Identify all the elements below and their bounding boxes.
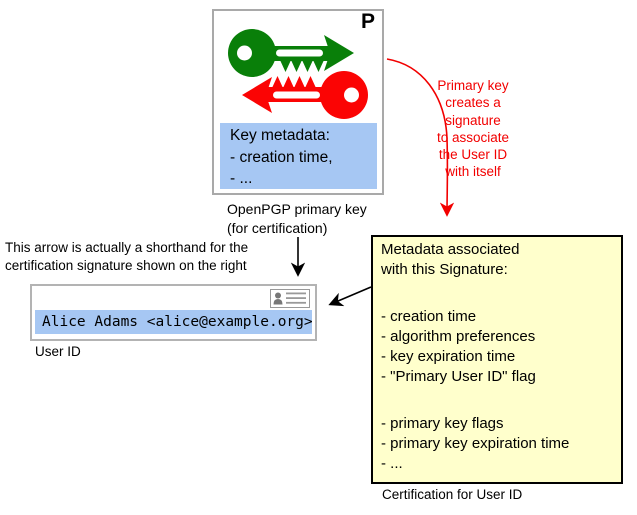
certification-group1 bbox=[381, 307, 613, 387]
certification-title-line: with this Signature: bbox=[381, 261, 508, 278]
primary-key-caption-line2: (for certification) bbox=[227, 220, 328, 236]
certification-item: - algorithm preferences bbox=[381, 328, 536, 345]
red-key-icon bbox=[242, 71, 368, 119]
certification-item: - key expiration time bbox=[381, 348, 516, 365]
user-id-caption: User ID bbox=[35, 344, 81, 359]
certification-link-arrow bbox=[331, 287, 371, 304]
certification-item: - "Primary User ID" flag bbox=[381, 368, 536, 385]
certification-item: - primary key expiration time bbox=[381, 435, 570, 452]
certification-group2 bbox=[381, 414, 613, 474]
certification-caption: Certification for User ID bbox=[382, 487, 523, 502]
green-key-icon bbox=[228, 29, 354, 77]
primary-key-badge: P bbox=[360, 10, 375, 33]
certification-item: - primary key flags bbox=[381, 415, 504, 432]
primary-key-caption bbox=[227, 200, 367, 238]
key-metadata-line: - creation time, bbox=[230, 148, 333, 166]
key-pair-graphic bbox=[214, 11, 382, 123]
certification-item: - ... bbox=[381, 455, 403, 472]
key-metadata-line: - ... bbox=[230, 170, 253, 187]
user-id-box bbox=[30, 284, 317, 341]
shorthand-note bbox=[5, 239, 248, 274]
self-signature-note-line: creates a bbox=[445, 95, 501, 111]
certification-title-line: Metadata associated bbox=[381, 241, 520, 258]
self-signature-note-line: Primary key bbox=[437, 78, 509, 93]
shorthand-note-line: certification signature shown on the right bbox=[5, 257, 247, 273]
self-signature-note-line: to associate bbox=[436, 129, 510, 145]
key-metadata-line: Key metadata: bbox=[230, 127, 330, 144]
primary-key-box bbox=[212, 9, 384, 195]
self-signature-note-line: the User ID bbox=[438, 147, 508, 163]
shorthand-note-line: This arrow is actually a shorthand for the bbox=[5, 240, 249, 255]
certification-metadata-box bbox=[371, 235, 623, 484]
self-signature-note bbox=[408, 77, 538, 181]
certification-item: - creation time bbox=[381, 308, 477, 325]
key-metadata-panel bbox=[220, 123, 377, 189]
user-id-value: Alice Adams <alice@example.org> bbox=[35, 310, 312, 334]
self-signature-note-line: signature bbox=[445, 112, 501, 128]
self-signature-note-line: with itself bbox=[445, 164, 501, 180]
primary-key-caption-line1: OpenPGP primary key bbox=[227, 201, 367, 217]
contact-card-icon bbox=[270, 289, 310, 308]
